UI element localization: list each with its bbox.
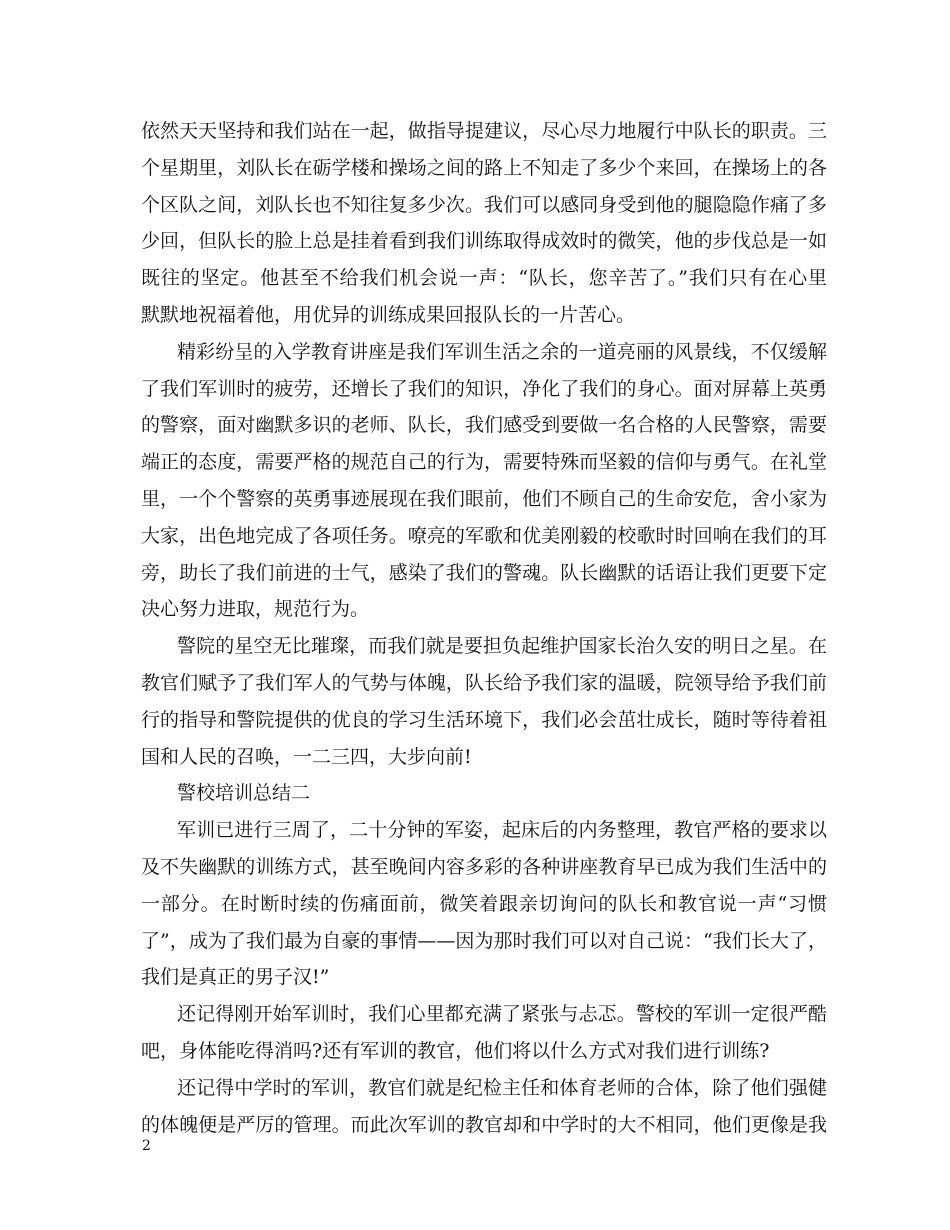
paragraph-first-line: 警院的星空无比璀璨，而我们就是要担负起维护国家长治久安的明日之星。在: [177, 635, 827, 658]
text-line: 里，一个个警察的英勇事迹展现在我们眼前，他们不顾自己的生命安危，舍小家为: [141, 487, 827, 510]
page-number: 2: [142, 1138, 151, 1154]
paragraph-first-line: 还记得中学时的军训，教官们就是纪检主任和体育老师的合体，除了他们强健: [177, 1076, 827, 1099]
text-line: 的警察，面对幽默多识的老师、队长，我们感受到要做一名合格的人民警察，需要: [141, 414, 827, 437]
text-line: 旁，助长了我们前进的士气，感染了我们的警魂。队长幽默的话语让我们更要下定: [141, 561, 827, 584]
text-line: 大家，出色地完成了各项任务。嘹亮的军歌和优美刚毅的校歌时时回响在我们的耳: [141, 524, 827, 547]
text-line: 一部分。在时断时续的伤痛面前，微笑着跟亲切询问的队长和教官说一声“习惯: [141, 892, 827, 915]
text-line: 既往的坚定。他甚至不给我们机会说一声：“队长，您辛苦了。”我们只有在心里: [141, 267, 827, 290]
text-line: 行的指导和警院提供的优良的学习生活环境下，我们必会茁壮成长，随时等待着祖: [141, 708, 827, 731]
body-text: [141, 113, 827, 1143]
text-line: 吧，身体能吃得消吗?还有军训的教官，他们将以什么方式对我们进行训练?: [141, 1039, 770, 1062]
text-line: 了我们军训时的疲劳，还增长了我们的知识，净化了我们的身心。面对屏幕上英勇: [141, 377, 827, 400]
paragraph-first-line: 精彩纷呈的入学教育讲座是我们军训生活之余的一道亮丽的风景线，不仅缓解: [177, 340, 827, 363]
text-line: 及不失幽默的训练方式，甚至晚间内容多彩的各种讲座教育早已成为我们生活中的: [141, 855, 827, 878]
text-line: 依然天天坚持和我们站在一起，做指导提建议，尽心尽力地履行中队长的职责。三: [141, 120, 827, 142]
text-line: 个区队之间，刘队长也不知往复多少次。我们可以感同身受到他的腿隐隐作痛了多: [141, 193, 827, 216]
text-line: 了”，成为了我们最为自豪的事情——因为那时我们可以对自己说：“我们长大了，: [141, 929, 827, 952]
text-line: 国和人民的召唤，一二三四，大步向前!: [141, 745, 472, 768]
text-line: 的体魄便是严厉的管理。而此次军训的教官却和中学时的大不相同，他们更像是我: [141, 1113, 827, 1136]
text-line: 教官们赋予了我们军人的气势与体魄，队长给予我们家的温暖，院领导给予我们前: [141, 671, 827, 694]
text-line: 端正的态度，需要严格的规范自己的行为，需要特殊而坚毅的信仰与勇气。在礼堂: [141, 451, 827, 474]
text-line: 少回，但队长的脸上总是挂着看到我们训练取得成效时的微笑，他的步伐总是一如: [141, 230, 827, 253]
paragraph-first-line: 军训已进行三周了，二十分钟的军姿，起床后的内务整理，教官严格的要求以: [177, 819, 827, 842]
text-line: 我们是真正的男子汉!”: [141, 966, 330, 989]
paragraph-first-line: 还记得刚开始军训时，我们心里都充满了紧张与忐忑。警校的军训一定很严酷: [177, 1003, 827, 1026]
section-heading: 警校培训总结二: [177, 782, 311, 805]
text-line: 决心努力进取，规范行为。: [141, 598, 370, 621]
text-line: 默默地祝福着他，用优异的训练成果回报队长的一片苦心。: [141, 303, 636, 326]
text-line: 个星期里，刘队长在砺学楼和操场之间的路上不知走了多少个来回，在操场上的各: [141, 156, 827, 179]
